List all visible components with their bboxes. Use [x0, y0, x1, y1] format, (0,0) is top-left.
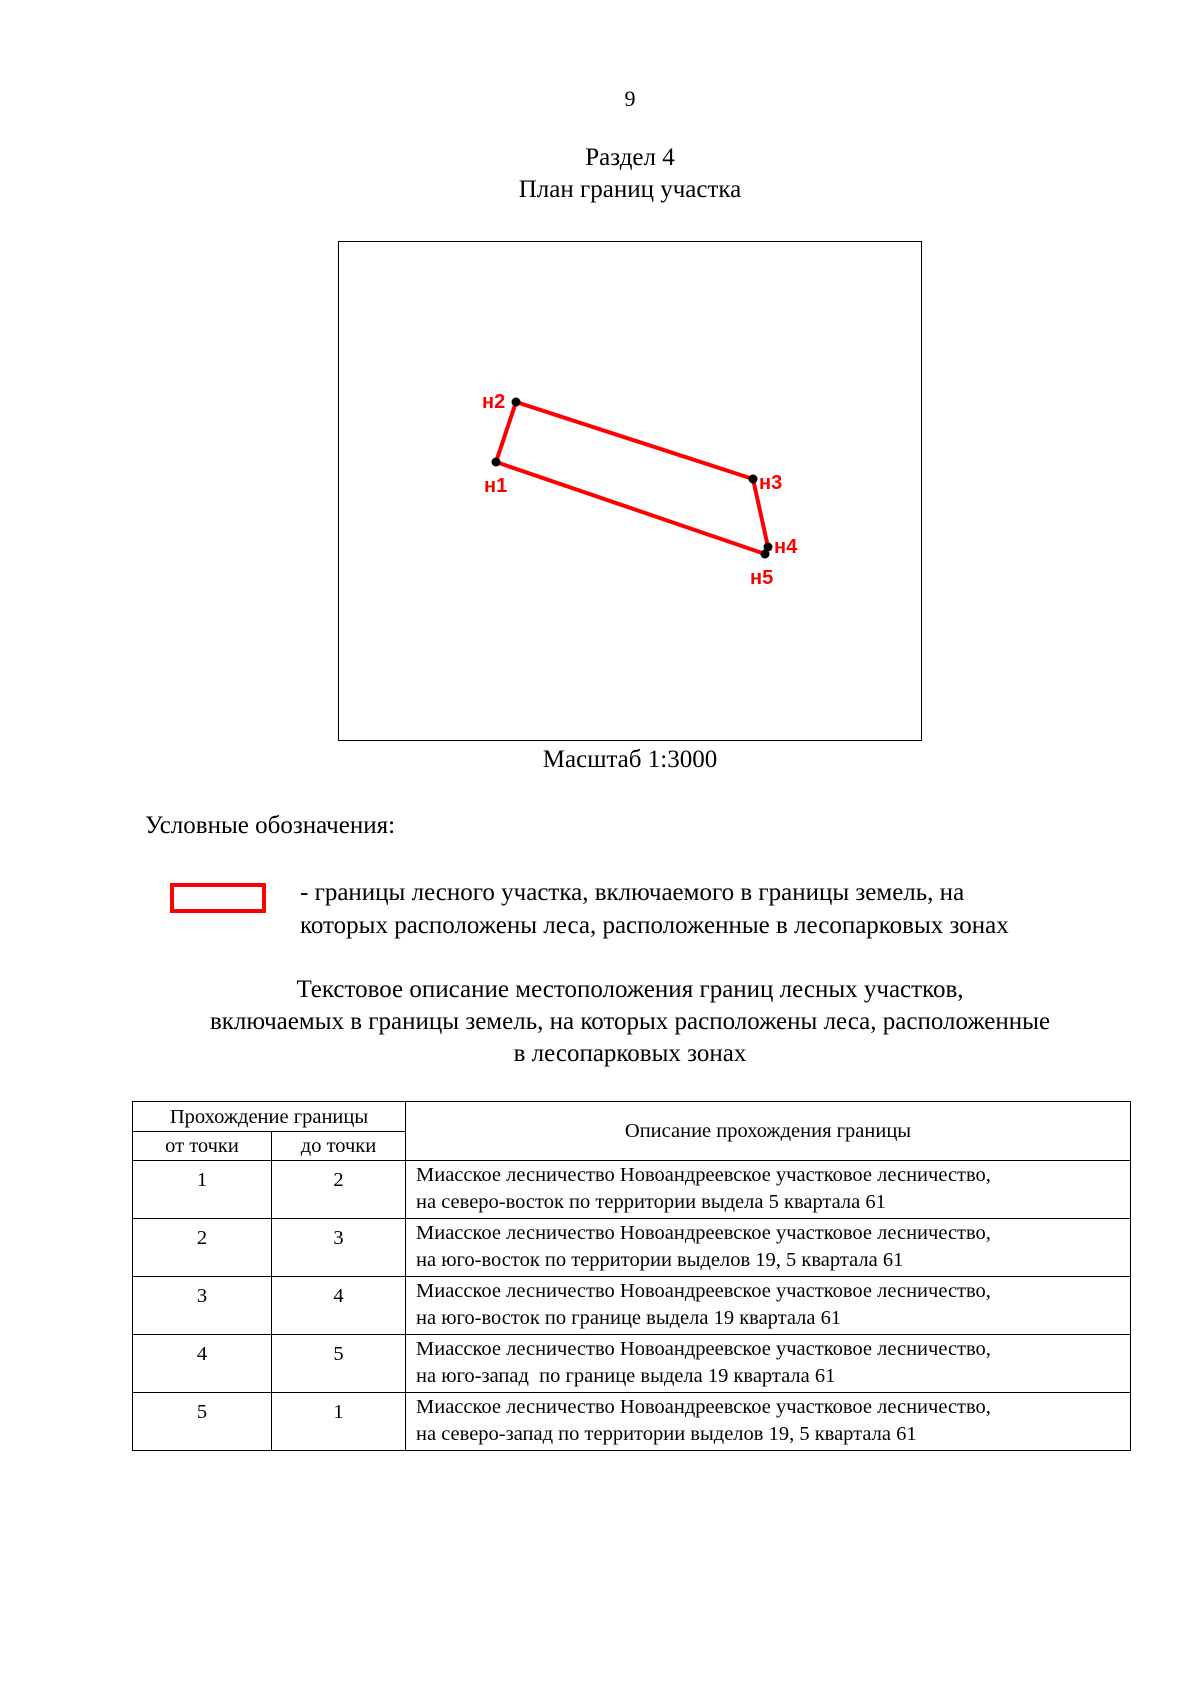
cell-description — [406, 1219, 1131, 1277]
point-label-n1: н1 — [484, 475, 508, 497]
cell-to: 2 — [272, 1161, 406, 1219]
page-number: 9 — [624, 86, 636, 111]
point-label-n5: н5 — [750, 567, 774, 589]
description-line-1: Текстовое описание местоположения границ лесных участков, — [296, 976, 964, 1003]
boundary-plan-map — [338, 241, 922, 741]
legend-heading: Условные обозначения: — [145, 812, 396, 839]
description-text: на юго-восток по границе выдела 19 квартала 61 — [416, 1307, 842, 1329]
description-line-3: в лесопарковых зонах — [513, 1040, 747, 1067]
description-text: Миасское лесничество Новоандреевское участковое лесничество, — [416, 1222, 991, 1244]
plan-title: План границ участка — [518, 176, 742, 203]
table-row — [133, 1277, 1131, 1335]
table-row — [133, 1393, 1131, 1451]
point-n2-marker — [512, 398, 521, 407]
cell-description — [406, 1393, 1131, 1451]
cell-to: 1 — [272, 1393, 406, 1451]
description-text: Миасское лесничество Новоандреевское участковое лесничество, — [416, 1338, 991, 1360]
point-n3-marker — [749, 475, 758, 484]
cell-to: 3 — [272, 1219, 406, 1277]
cell-description — [406, 1335, 1131, 1393]
point-n5-marker — [761, 550, 770, 559]
header-from-point: от точки — [133, 1132, 272, 1161]
point-n1-marker — [492, 458, 501, 467]
cell-from: 5 — [133, 1393, 272, 1451]
boundary-plan-svg — [339, 242, 923, 742]
legend-line-1: - границы лесного участка, включаемого в границы земель, на — [300, 879, 965, 906]
legend-line-2: которых расположены леса, расположенные в лесопарковых зонах — [300, 912, 1009, 939]
cell-description — [406, 1161, 1131, 1219]
plot-boundary — [496, 402, 768, 554]
description-title — [130, 974, 1130, 1070]
header-description: Описание прохождения границы — [406, 1102, 1131, 1161]
description-text: Миасское лесничество Новоандреевское участковое лесничество, — [416, 1396, 991, 1418]
legend-boundary-swatch — [170, 883, 266, 913]
description-text: Миасское лесничество Новоандреевское участковое лесничество, — [416, 1164, 991, 1186]
legend-description — [300, 876, 1120, 942]
description-line-2: включаемых в границы земель, на которых расположены леса, расположенные — [209, 1008, 1051, 1035]
cell-to: 5 — [272, 1335, 406, 1393]
table-row — [133, 1219, 1131, 1277]
cell-to: 4 — [272, 1277, 406, 1335]
description-text: на северо-восток по территории выдела 5 квартала 61 — [416, 1191, 886, 1213]
point-label-n4: н4 — [774, 536, 798, 558]
cell-from: 4 — [133, 1335, 272, 1393]
point-label-n3: н3 — [759, 472, 783, 494]
section-title: Раздел 4 — [585, 144, 675, 171]
description-text: на северо-запад по территории выделов 19, 5 квартала 61 — [416, 1423, 917, 1445]
map-scale: Масштаб 1:3000 — [542, 746, 718, 773]
description-text: на юго-восток по территории выделов 19, 5 квартала 61 — [416, 1249, 904, 1271]
description-text: Миасское лесничество Новоандреевское участковое лесничество, — [416, 1280, 991, 1302]
header-to-point: до точки — [272, 1132, 406, 1161]
cell-from: 3 — [133, 1277, 272, 1335]
point-label-n2: н2 — [482, 391, 506, 413]
table-row — [133, 1161, 1131, 1219]
boundary-description-table — [132, 1101, 1131, 1451]
cell-description — [406, 1277, 1131, 1335]
description-text: на юго-запад по границе выдела 19 квартала 61 — [416, 1365, 836, 1387]
table-row — [133, 1335, 1131, 1393]
cell-from: 1 — [133, 1161, 272, 1219]
header-passage: Прохождение границы — [133, 1102, 406, 1132]
cell-from: 2 — [133, 1219, 272, 1277]
